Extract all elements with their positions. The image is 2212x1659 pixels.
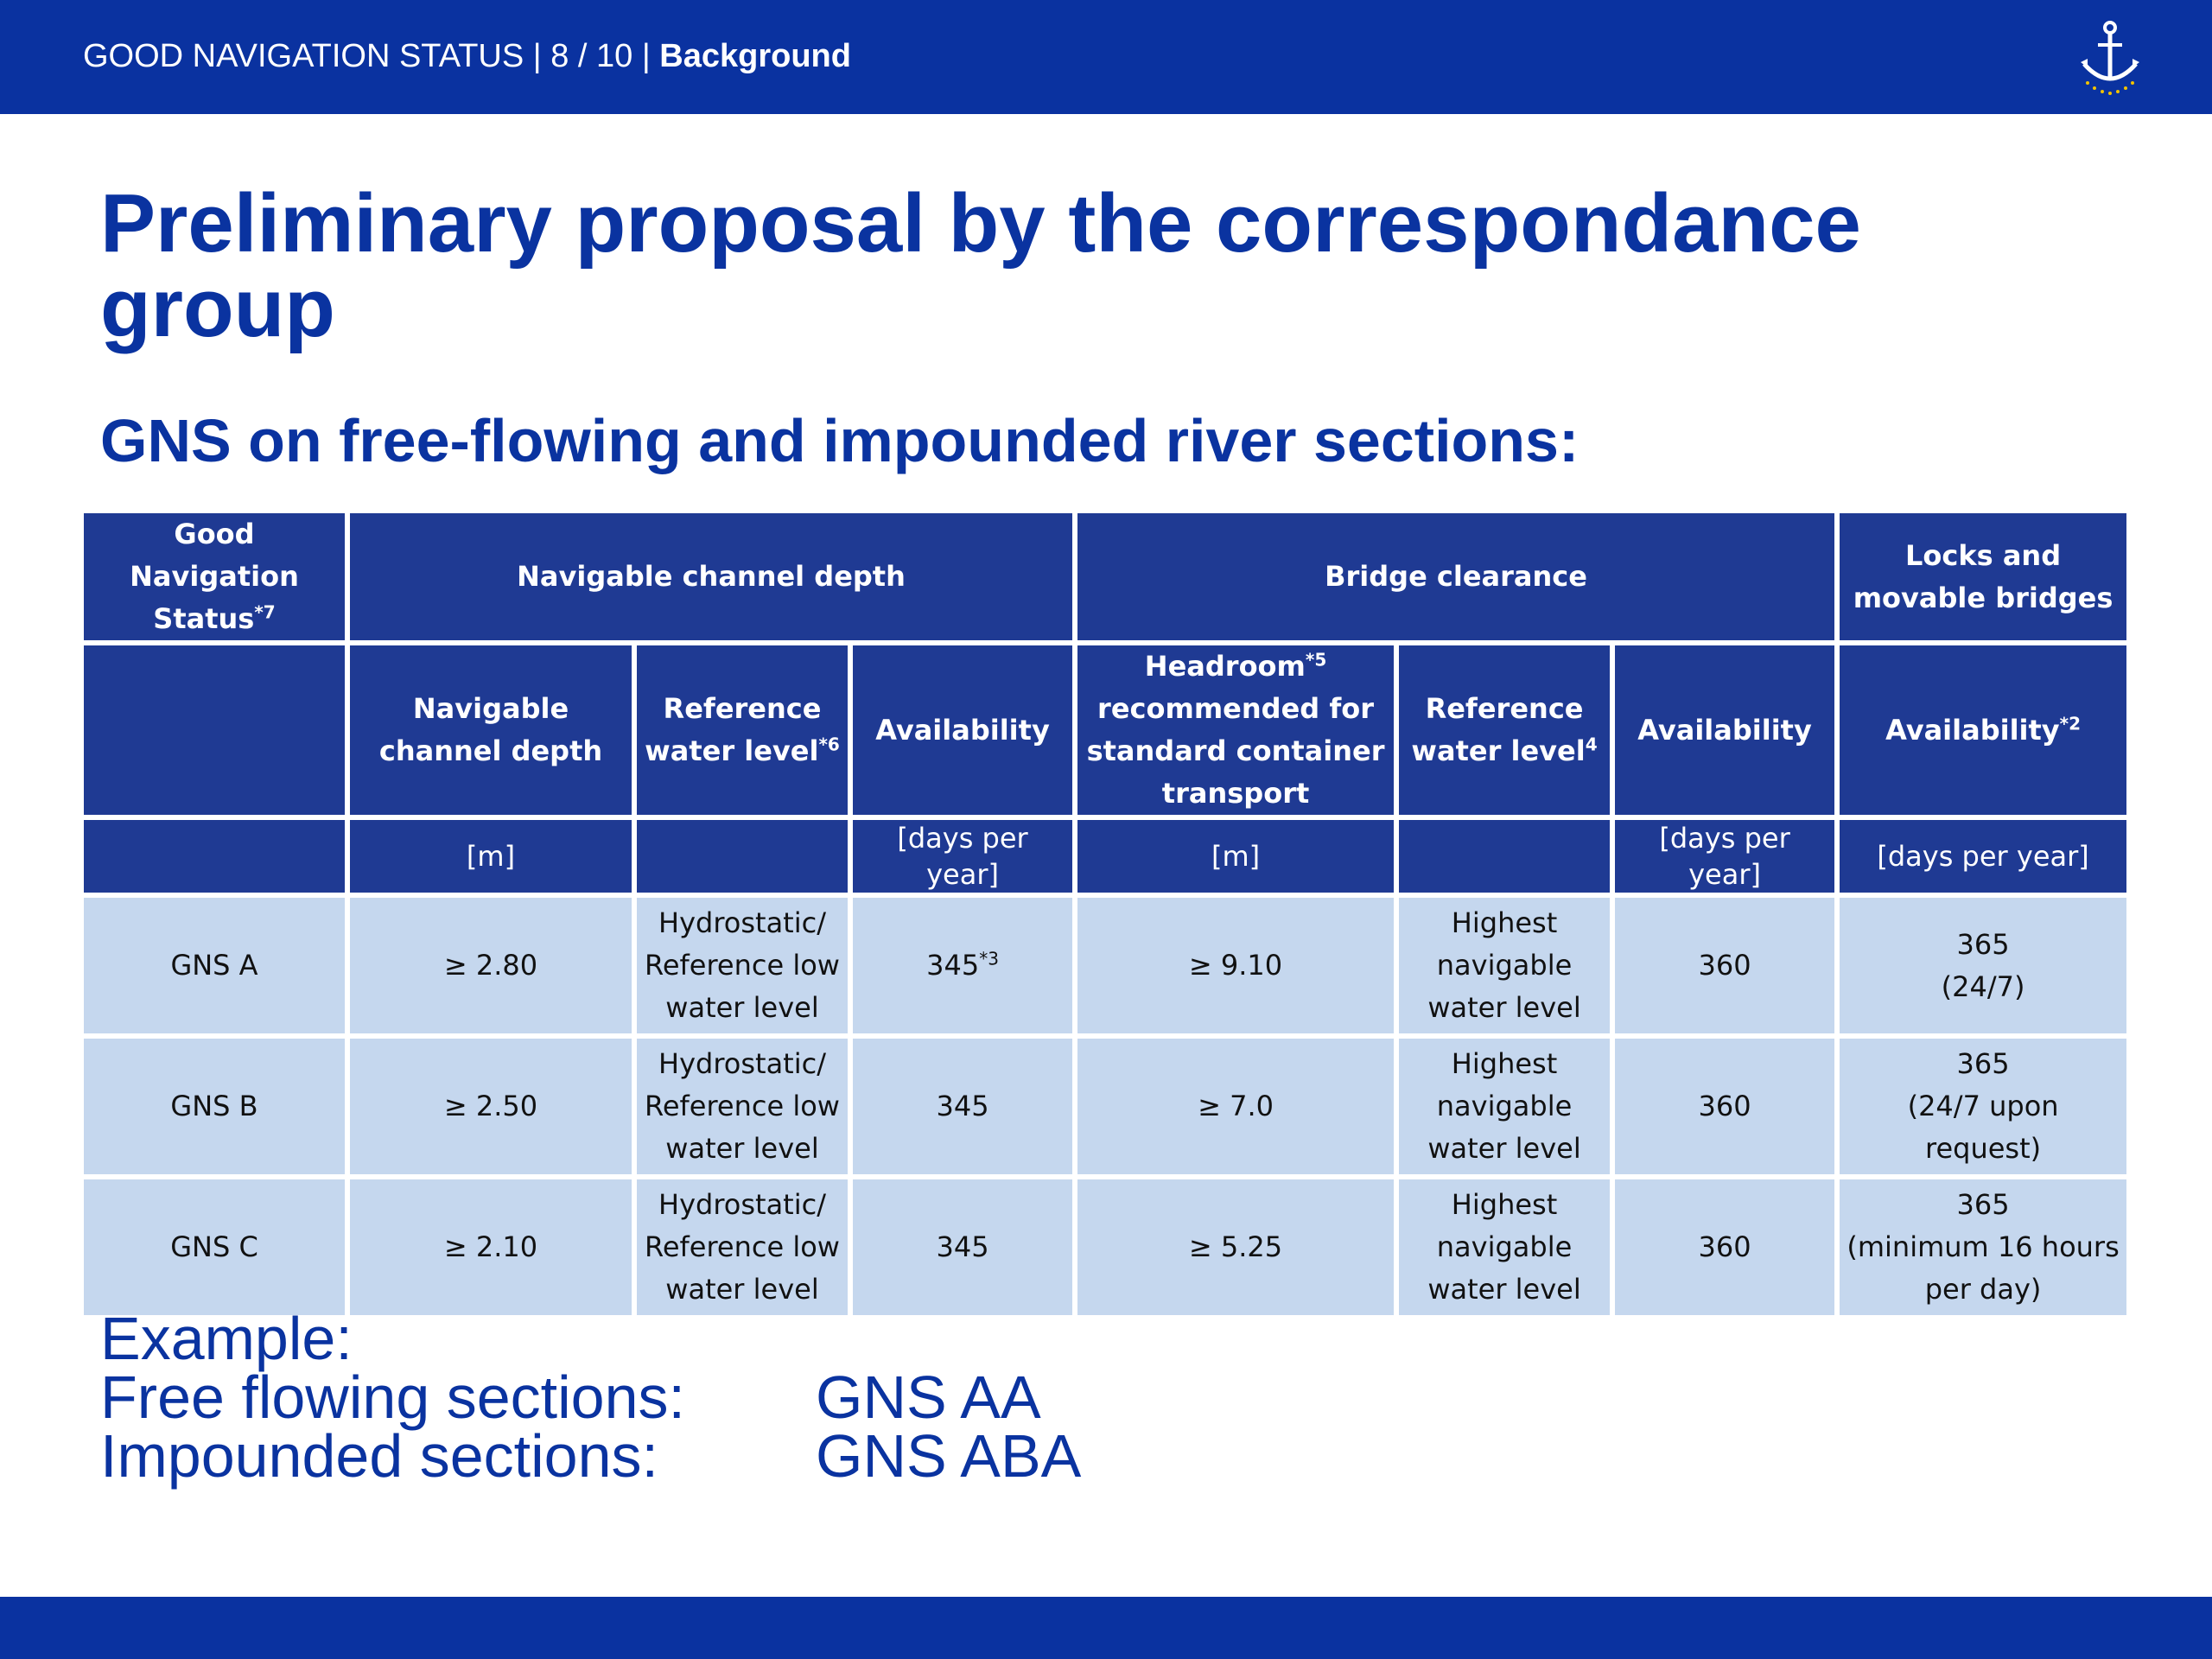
header-good-navigation-status: Good Navigation Status$^{*7}$ [84,513,345,640]
cell-locks-availability: 365 (24/7 upon request) [1840,1039,2126,1174]
table-group-header-row [84,513,2126,640]
cell-availability: 345$^{*3}$ [853,898,1072,1033]
header-locks-movable-bridges: Locks and movable bridges [1840,513,2126,640]
example-impounded-value: GNS ABA [816,1422,1082,1490]
example-free-label: Free flowing sections: [100,1363,685,1431]
page-subtitle: GNS on free-flowing and impounded river sections: [100,407,1580,474]
cell-depth: ≥ 2.50 [350,1039,632,1174]
example-heading: Example: [100,1305,353,1372]
unit-bridge-availability: [days per year] [1615,820,1834,893]
unit-headroom: [m] [1077,820,1394,893]
unit-depth: [m] [350,820,632,893]
cell-bridge-ref: Highest navigable water level [1399,1039,1610,1174]
page-title: Preliminary proposal by the correspondance group [100,177,1861,354]
unit-status-empty [84,820,345,893]
unit-ref-empty [637,820,848,893]
cell-locks-availability: 365 (24/7) [1840,898,2126,1033]
cell-status: GNS C [84,1179,345,1315]
table-units-row [84,820,2126,893]
table-row [84,1179,2126,1315]
example-free-value: GNS AA [816,1363,1041,1431]
top-bar [0,0,2212,114]
bottom-bar [0,1597,2212,1659]
cell-headroom: ≥ 5.25 [1077,1179,1394,1315]
cell-headroom: ≥ 7.0 [1077,1039,1394,1174]
cell-headroom: ≥ 9.10 [1077,898,1394,1033]
example-impounded-label: Impounded sections: [100,1422,658,1490]
table-row [84,898,2126,1033]
cell-bridge-ref: Highest navigable water level [1399,1179,1610,1315]
header-bridge-availability: Availability [1615,645,1834,815]
unit-bridge-ref-empty [1399,820,1610,893]
cell-ref-level: Hydrostatic/ Reference low water level [637,1179,848,1315]
cell-locks-availability: 365 (minimum 16 hours per day) [1840,1179,2126,1315]
cell-bridge-availability: 360 [1615,898,1834,1033]
breadcrumb-prefix: GOOD NAVIGATION STATUS | 8 / 10 | [83,38,660,74]
header-headroom: Headroom$^{*5}$ recommended for standard container transport [1077,645,1394,815]
header-navigable-channel-depth-group: Navigable channel depth [350,513,1072,640]
cell-depth: ≥ 2.80 [350,898,632,1033]
table-sub-header-row [84,645,2126,815]
cell-ref-level: Hydrostatic/ Reference low water level [637,1039,848,1174]
header-locks-availability: Availability$^{*2}$ [1840,645,2126,815]
cell-status: GNS A [84,898,345,1033]
cell-bridge-ref: Highest navigable water level [1399,898,1610,1033]
header-status-empty [84,645,345,815]
header-reference-water-level: Reference water level$^{*6}$ [637,645,848,815]
header-depth-availability: Availability [853,645,1072,815]
unit-locks-availability: [days per year] [1840,820,2126,893]
cell-depth: ≥ 2.10 [350,1179,632,1315]
header-depth: Navigable channel depth [350,645,632,815]
header-bridge-clearance-group: Bridge clearance [1077,513,1834,640]
header-bridge-reference-water-level: Reference water level$^4$ [1399,645,1610,815]
cell-bridge-availability: 360 [1615,1179,1834,1315]
unit-availability: [days per year] [853,820,1072,893]
cell-status: GNS B [84,1039,345,1174]
cell-bridge-availability: 360 [1615,1039,1834,1174]
breadcrumb [83,38,851,75]
cell-availability: 345 [853,1179,1072,1315]
cell-availability: 345 [853,1039,1072,1174]
table-row [84,1039,2126,1174]
anchor-icon [2079,19,2141,99]
breadcrumb-section: Background [659,38,851,74]
cell-ref-level: Hydrostatic/ Reference low water level [637,898,848,1033]
gns-table [79,508,2132,1320]
